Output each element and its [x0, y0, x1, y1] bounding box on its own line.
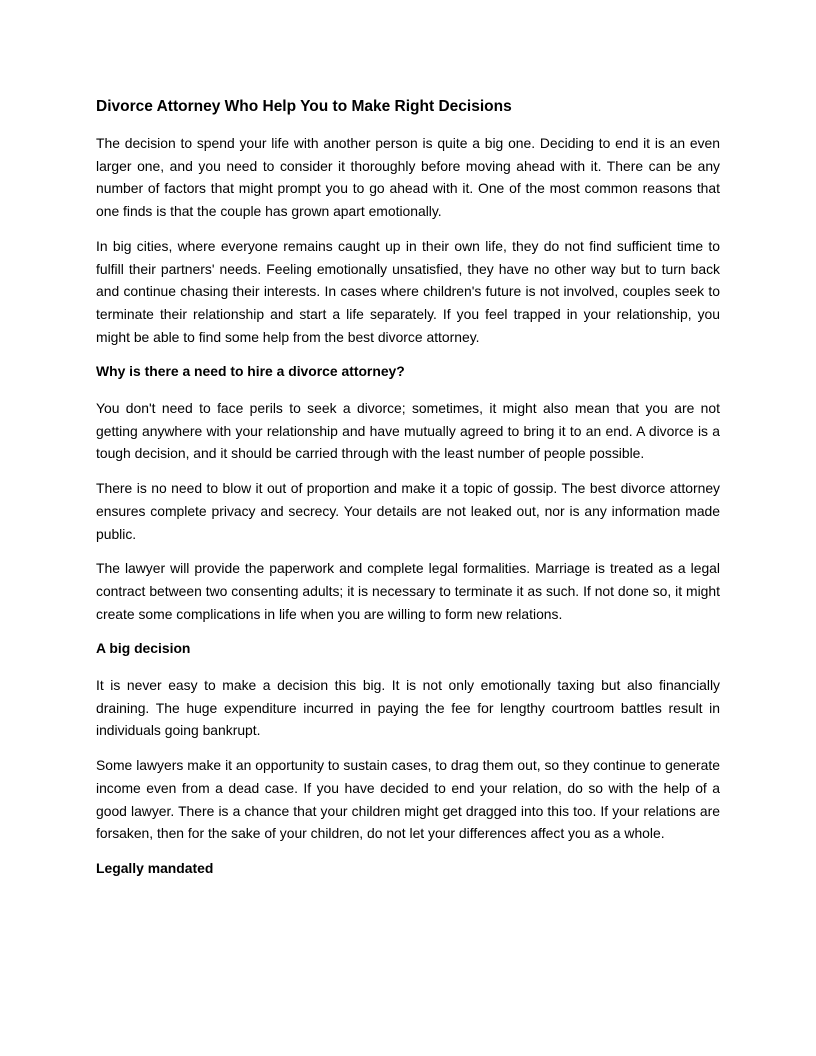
- paragraph-perils: You don't need to face perils to seek a divorce; sometimes, it might also mean that you are not getting anywhere with your relationship and have mutually agreed to bring it to an end. A divorce is a tough decision, and it should be carried through with the least number of people possible.: [96, 400, 720, 462]
- document-title: Divorce Attorney Who Help You to Make Right Decisions: [96, 98, 512, 115]
- paragraph-big-cities: In big cities, where everyone remains caught up in their own life, they do not find sufficient time to fulfill their partners' needs. Feeling emotionally unsatisfied, they have no other way but to turn back and continue chasing their interests. In cases where children's future is not involved, couples seek to terminate their relationship and start a life separately. If you feel trapped in your relationship, you might be able to find some help from the best divorce attorney.: [96, 237, 720, 345]
- heading-big-decision: A big decision: [96, 640, 191, 657]
- heading-why-hire: Why is there a need to hire a divorce attorney?: [96, 363, 405, 380]
- paragraph-privacy: There is no need to blow it out of proportion and make it a topic of gossip. The best divorce attorney ensures complete privacy and secrecy. Your details are not leaked out, nor is any information made public.: [96, 480, 720, 542]
- paragraph-some-lawyers: Some lawyers make it an opportunity to sustain cases, to drag them out, so they continue to generate income even from a dead case. If you have decided to end your relation, do so with the help of a good lawyer. There is a chance that your children might get dragged into this too. If your relations are forsaken, then for the sake of your children, do not let your differences affect you as a whole.: [96, 757, 720, 842]
- paragraph-never-easy: It is never easy to make a decision this big. It is not only emotionally taxing but also financially draining. The huge expenditure incurred in paying the fee for lengthy courtroom battles result in individuals going bankrupt.: [96, 677, 720, 739]
- paragraph-intro: The decision to spend your life with another person is quite a big one. Deciding to end it is an even larger one, and you need to consider it thoroughly before moving ahead with it. There can be any number of factors that might prompt you to go ahead with it. One of the most common reasons that one finds is that the couple has grown apart emotionally.: [96, 135, 720, 220]
- paragraph-paperwork: The lawyer will provide the paperwork and complete legal formalities. Marriage is treated as a legal contract between two consenting adults; it is necessary to terminate it as such. If not done so, it might create some complications in life when you are willing to form new relations.: [96, 560, 720, 622]
- heading-legally-mandated: Legally mandated: [96, 859, 214, 876]
